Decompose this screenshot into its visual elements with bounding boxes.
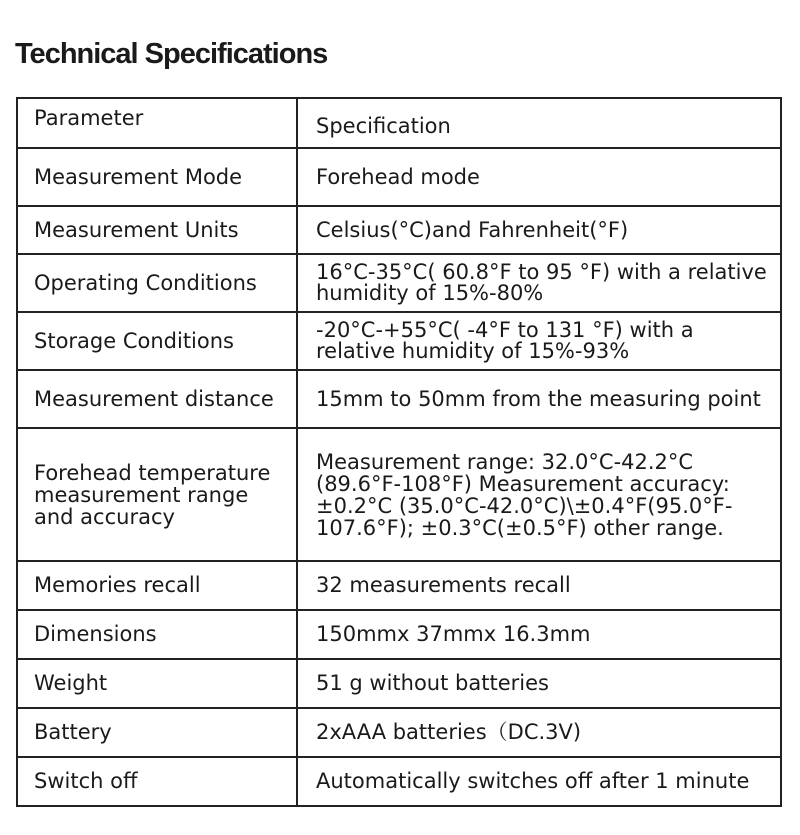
table-row: [17, 206, 781, 254]
row-parameter: Dimensions: [17, 610, 297, 659]
row-specification: Forehead mode: [297, 148, 781, 206]
table-row: [17, 428, 781, 561]
header-specification: Specification: [297, 98, 781, 148]
table-row: [17, 659, 781, 708]
row-parameter: Forehead temperature measurement range and accuracy: [17, 428, 297, 561]
row-specification: 16°C-35°C( 60.8°F to 95 °F) with a relative humidity of 15%-80%: [297, 254, 781, 312]
table-row: [17, 312, 781, 370]
header-parameter: Parameter: [17, 98, 297, 148]
row-specification: 15mm to 50mm from the measuring point: [297, 370, 781, 428]
page-title: Technical Specifications: [15, 38, 328, 70]
specifications-table: [16, 97, 782, 807]
row-parameter: Measurement distance: [17, 370, 297, 428]
row-specification: 32 measurements recall: [297, 561, 781, 610]
table-row: [17, 708, 781, 757]
row-parameter: Measurement Units: [17, 206, 297, 254]
row-specification: 2xAAA batteries（DC.3V): [297, 708, 781, 757]
table-row: [17, 610, 781, 659]
row-specification: 150mmx 37mmx 16.3mm: [297, 610, 781, 659]
table-header-row: [17, 98, 781, 148]
row-parameter: Measurement Mode: [17, 148, 297, 206]
row-parameter: Battery: [17, 708, 297, 757]
row-parameter: Storage Conditions: [17, 312, 297, 370]
row-parameter: Weight: [17, 659, 297, 708]
row-specification: Automatically switches off after 1 minute: [297, 757, 781, 806]
row-specification: Celsius(°C)and Fahrenheit(°F): [297, 206, 781, 254]
table-row: [17, 561, 781, 610]
table-row: [17, 254, 781, 312]
row-specification: Measurement range: 32.0°C-42.2°C (89.6°F-108°F) Measurement accuracy: ±0.2°C (35.0°C-42.0°C)\±0.4°F(95.0°F-107.6°F); ±0.3°C(±0.5°F) other range.: [297, 428, 781, 561]
table-row: [17, 370, 781, 428]
row-parameter: Memories recall: [17, 561, 297, 610]
row-parameter: Operating Conditions: [17, 254, 297, 312]
row-specification: -20°C-+55°C( -4°F to 131 °F) with a relative humidity of 15%-93%: [297, 312, 781, 370]
row-specification: 51 g without batteries: [297, 659, 781, 708]
row-parameter: Switch off: [17, 757, 297, 806]
table-row: [17, 148, 781, 206]
table-row: [17, 757, 781, 806]
